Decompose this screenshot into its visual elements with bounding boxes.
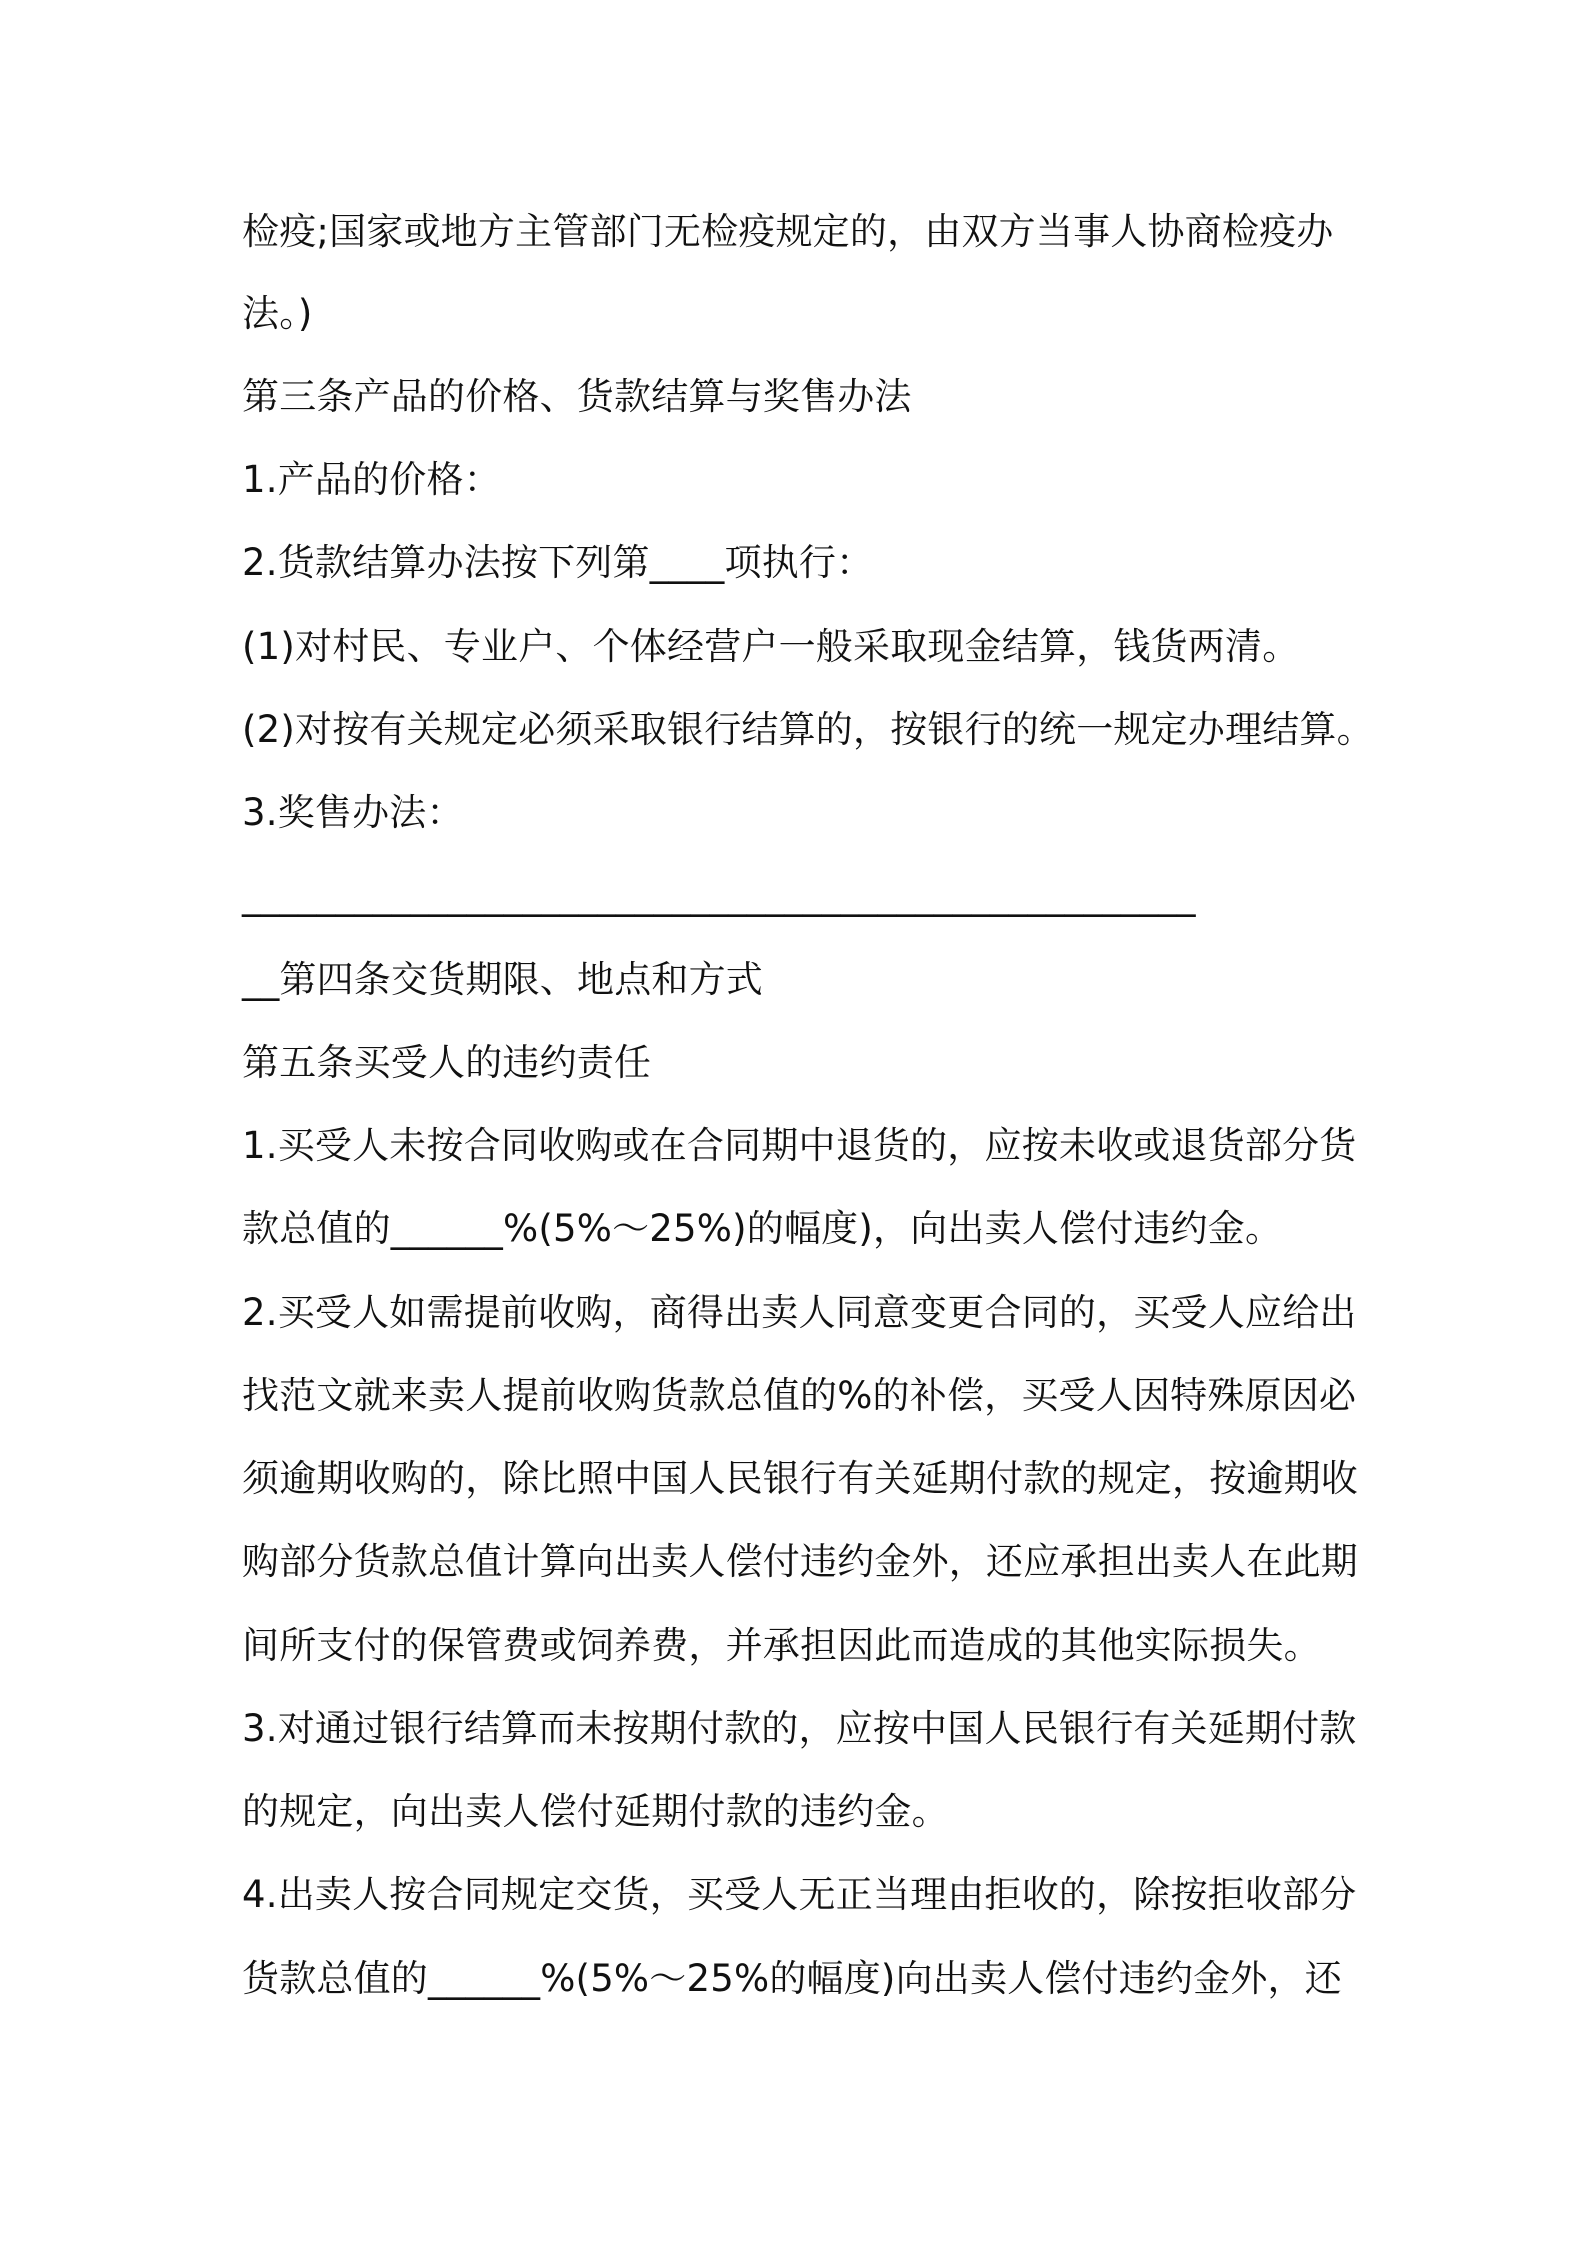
- blank-fill-line: ___________________________________________________: [242, 874, 1196, 917]
- text-line: 间所支付的保管费或饲养费，并承担因此而造成的其他实际损失。: [242, 1624, 1321, 1667]
- text-line: 购部分货款总值计算向出卖人偿付违约金外，还应承担出卖人在此期: [242, 1540, 1358, 1583]
- section-heading: 第五条买受人的违约责任: [242, 1041, 652, 1084]
- section-heading: __第四条交货期限、地点和方式: [242, 958, 763, 1001]
- text-line: 2.买受人如需提前收购，商得出卖人同意变更合同的，买受人应给出: [242, 1291, 1357, 1334]
- text-line: 1.产品的价格：: [242, 458, 501, 501]
- text-line: (2)对按有关规定必须采取银行结算的，按银行的统一规定办理结算。: [242, 708, 1374, 751]
- text-line: 3.对通过银行结算而未按期付款的，应按中国人民银行有关延期付款: [242, 1707, 1357, 1750]
- text-line: 须逾期收购的，除比照中国人民银行有关延期付款的规定，按逾期收: [242, 1457, 1358, 1500]
- section-heading: 第三条产品的价格、货款结算与奖售办法: [242, 375, 912, 418]
- text-line: 款总值的______%(5%～25%)的幅度)，向出卖人偿付违约金。: [242, 1207, 1283, 1250]
- text-line: 货款总值的______%(5%～25%的幅度)向出卖人偿付违约金外，还: [242, 1957, 1342, 2000]
- text-line: 找范文就来卖人提前收购货款总值的%的补偿，买受人因特殊原因必: [242, 1374, 1357, 1417]
- text-line: 2.货款结算办法按下列第____项执行：: [242, 541, 874, 584]
- text-line: 检疫;国家或地方主管部门无检疫规定的，由双方当事人协商检疫办: [242, 210, 1334, 253]
- text-line: 4.出卖人按合同规定交货，买受人无正当理由拒收的，除按拒收部分: [242, 1873, 1357, 1916]
- text-line: 3.奖售办法：: [242, 791, 464, 834]
- text-line: (1)对村民、专业户、个体经营户一般采取现金结算，钱货两清。: [242, 625, 1300, 668]
- text-line: 1.买受人未按合同收购或在合同期中退货的，应按未收或退货部分货: [242, 1124, 1357, 1167]
- text-line: 法。): [242, 292, 313, 335]
- text-line: 的规定，向出卖人偿付延期付款的违约金。: [242, 1790, 949, 1833]
